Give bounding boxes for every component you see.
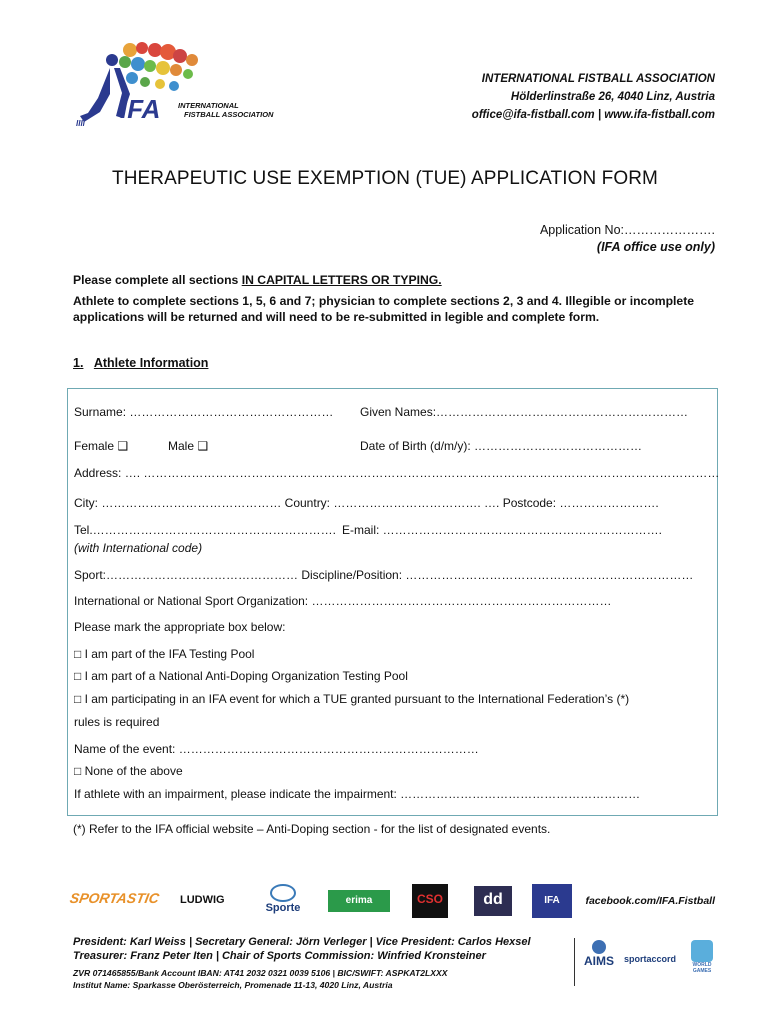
sponsor-dd-logo: dd [474,886,512,916]
surname-field[interactable]: Surname: …………………………………………… [74,405,334,419]
sponsor-erima-logo: erima [328,890,390,912]
office-use-note: (IFA office use only) [596,240,715,254]
email-field[interactable]: E-mail: ……………………………………………………………. [342,523,663,537]
athlete-info-box [67,388,718,816]
partner-logos [582,940,722,985]
option-nado-testing-pool[interactable]: □ I am part of a National Anti-Doping Organization Testing Pool [74,669,408,683]
instruction-line2: Athlete to complete sections 1, 5, 6 and 7; physician to complete sections 2, 3 and 4. Illegible or incomplete applications will be returned and will need to be re-submitted in legible and complete form. [73,293,695,324]
impairment-field[interactable]: If athlete with an impairment, please indicate the impairment: …………………………………………………… [74,787,641,801]
facebook-link[interactable]: facebook.com/IFA.Fistball [585,895,715,907]
instruction-underlined: IN CAPITAL LETTERS OR TYPING. [241,273,442,287]
logo-line1: INTERNATIONAL [178,101,239,110]
sport-discipline-field[interactable]: Sport:………………………………………… Discipline/Position: ……………………………………………………………… [74,568,694,582]
female-checkbox[interactable]: Female ❑ [74,439,129,453]
world-map-icon [119,42,198,91]
option-ifa-event[interactable]: □ I am participating in an IFA event for which a TUE granted pursuant to the International Federation’s (*) [74,692,630,706]
sponsor-sporte-logo [260,884,306,916]
tel-field[interactable]: Tel.……………………………………………………. [74,523,337,537]
officers-line2: Treasurer: Franz Peter Iten | Chair of Sports Commission: Winfried Kronsteiner [73,950,486,962]
sponsor-sporte-text: Sporte [265,902,301,914]
sponsor-sportastic-logo: SPORTASTIC [68,890,161,906]
player-head-icon [106,54,118,66]
section-heading [73,356,208,370]
org-contact: office@ifa-fistball.com | www.ifa-fistball.com [471,109,715,121]
city-country-postcode-field[interactable]: City: ……………………………………… Country: ………………………………. …. Postcode: ……………………. [74,496,659,510]
application-number-field[interactable]: Application No:…………………. [539,223,715,237]
partner-world-games-text: WORLD GAMES [692,962,712,974]
logo-initials: IFA [120,94,161,124]
option-ifa-event-cont: rules is required [74,715,160,729]
partner-sportaccord-logo: sportaccord [624,954,677,964]
partner-aims-text: AIMS [584,954,614,968]
officers-line1: President: Karl Weiss | Secretary General: Jörn Verleger | Vice President: Carlos Hexsel [73,936,531,948]
section-number: 1. [73,356,84,370]
event-name-field[interactable]: Name of the event: ………………………………………………………………… [74,742,479,756]
address-field[interactable]: Address: …. ……………………………………………………………………………………………………………………………… [74,466,720,480]
partner-aims-logo [584,940,614,968]
footer-divider [574,938,575,986]
instruction-prefix: Please complete all sections [73,273,242,287]
org-address: Hölderlinstraße 26, 4040 Linz, Austria [510,91,715,103]
sponsor-ifa-facebook-logo: IFA [532,884,572,918]
sport-organization-field[interactable]: International or National Sport Organization: ………………………………………………………………… [74,594,612,608]
instructions [73,272,703,330]
svg-text:IIII: IIII [76,119,85,128]
instruction-line1 [73,272,703,289]
sponsor-ludwig-logo: LUDWIG [180,894,225,906]
bank-details [73,967,447,991]
sponsor-cso-logo: CSO [412,884,448,918]
given-names-field[interactable]: Given Names:……………………………………………………… [360,405,689,419]
option-none[interactable]: □ None of the above [74,764,183,778]
bank-line2: Institut Name: Sparkasse Oberösterreich, Promenade 11-13, 4020 Linz, Austria [73,980,393,990]
application-number [540,222,715,256]
tel-note: (with International code) [74,541,203,555]
partner-world-games-logo [686,940,718,980]
option-ifa-testing-pool[interactable]: □ I am part of the IFA Testing Pool [74,647,255,661]
logo-line2: FISTBALL ASSOCIATION [184,110,274,119]
male-checkbox[interactable]: Male ❑ [168,439,209,453]
section-title: Athlete Information [93,356,209,370]
dob-field[interactable]: Date of Birth (d/m/y): …………………………………… [360,439,643,453]
org-name: INTERNATIONAL FISTBALL ASSOCIATION [481,73,715,85]
bank-line1: ZVR 071465855/Bank Account IBAN: AT41 2032 0321 0039 5106 | BIC/SWIFT: ASPKAT2LXXX [73,968,448,978]
footnote: (*) Refer to the IFA official website – Anti-Doping section - for the list of designated events. [73,822,551,836]
page-title: THERAPEUTIC USE EXEMPTION (TUE) APPLICATION FORM [111,168,658,189]
mark-box-instruction: Please mark the appropriate box below: [74,620,286,634]
org-block [472,70,715,124]
officers [73,935,531,963]
ifa-logo [70,38,300,138]
